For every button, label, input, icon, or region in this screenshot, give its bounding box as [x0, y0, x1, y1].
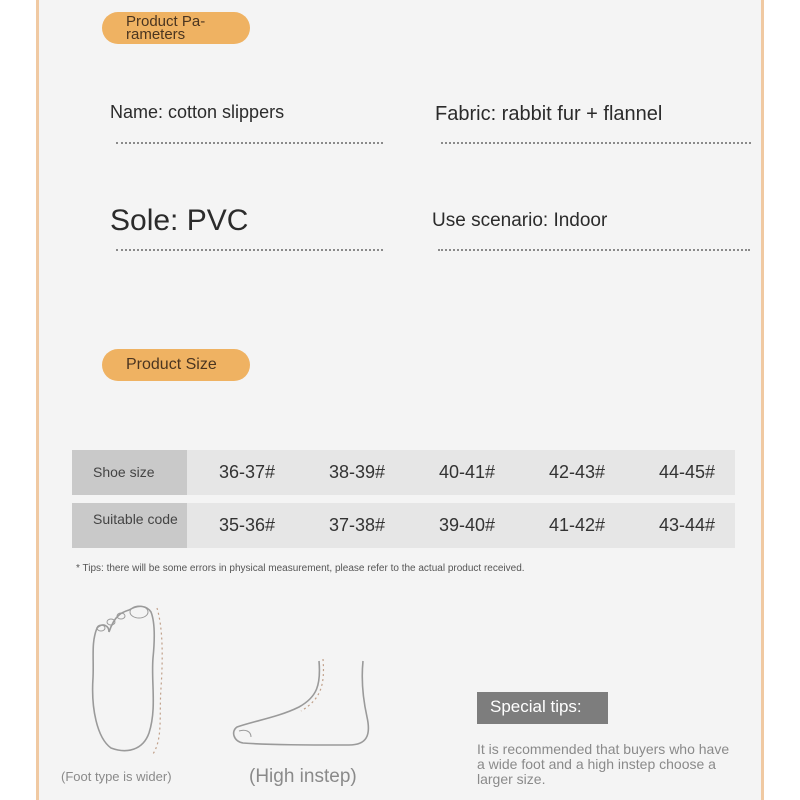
size-cell: 39-40#: [438, 515, 496, 535]
wide-foot-icon: [79, 598, 169, 758]
wide-foot-caption: (Foot type is wider): [61, 769, 172, 784]
size-table-header: Suitable code: [72, 503, 187, 548]
high-instep-foot-icon: [229, 655, 379, 755]
special-tips-text: It is recommended that buyers who have a wide foot and a high instep choose a larger size.: [477, 741, 730, 787]
size-table-row-suitable-code: [72, 503, 735, 548]
size-cell: 43-44#: [658, 515, 716, 535]
special-tips-label: Special tips:: [477, 692, 608, 724]
param-name-text: Name: cotton slippers: [110, 102, 285, 122]
param-sole-text: Sole: PVC: [110, 204, 249, 237]
param-divider: [116, 249, 383, 251]
size-cell: 42-43#: [548, 462, 606, 482]
size-cell: 44-45#: [658, 462, 716, 482]
product-size-title: Product Size: [126, 356, 217, 373]
size-cell: 41-42#: [548, 515, 606, 535]
product-detail-page: [36, 0, 764, 800]
param-use-scenario-text: Use scenario: Indoor: [432, 210, 608, 231]
param-divider: [438, 249, 750, 251]
size-cell: 38-39#: [328, 462, 386, 482]
param-divider: [116, 142, 383, 144]
size-cell: 36-37#: [218, 462, 276, 482]
param-fabric-text: Fabric: rabbit fur + flannel: [435, 103, 663, 125]
high-instep-caption: (High instep): [249, 766, 357, 787]
size-cell: 35-36#: [218, 515, 276, 535]
product-parameters-title: Product Pa-rameters: [126, 13, 206, 43]
param-divider: [441, 142, 751, 144]
size-table-header: Shoe size: [72, 450, 187, 495]
size-cell: 40-41#: [438, 462, 496, 482]
product-size-badge: [102, 349, 250, 381]
measurement-tip-note: * Tips: there will be some errors in physical measurement, please refer to the actual product received.: [76, 563, 525, 574]
size-table-row-shoe-size: [72, 450, 735, 495]
product-parameters-badge: [102, 12, 250, 44]
size-cell: 37-38#: [328, 515, 386, 535]
